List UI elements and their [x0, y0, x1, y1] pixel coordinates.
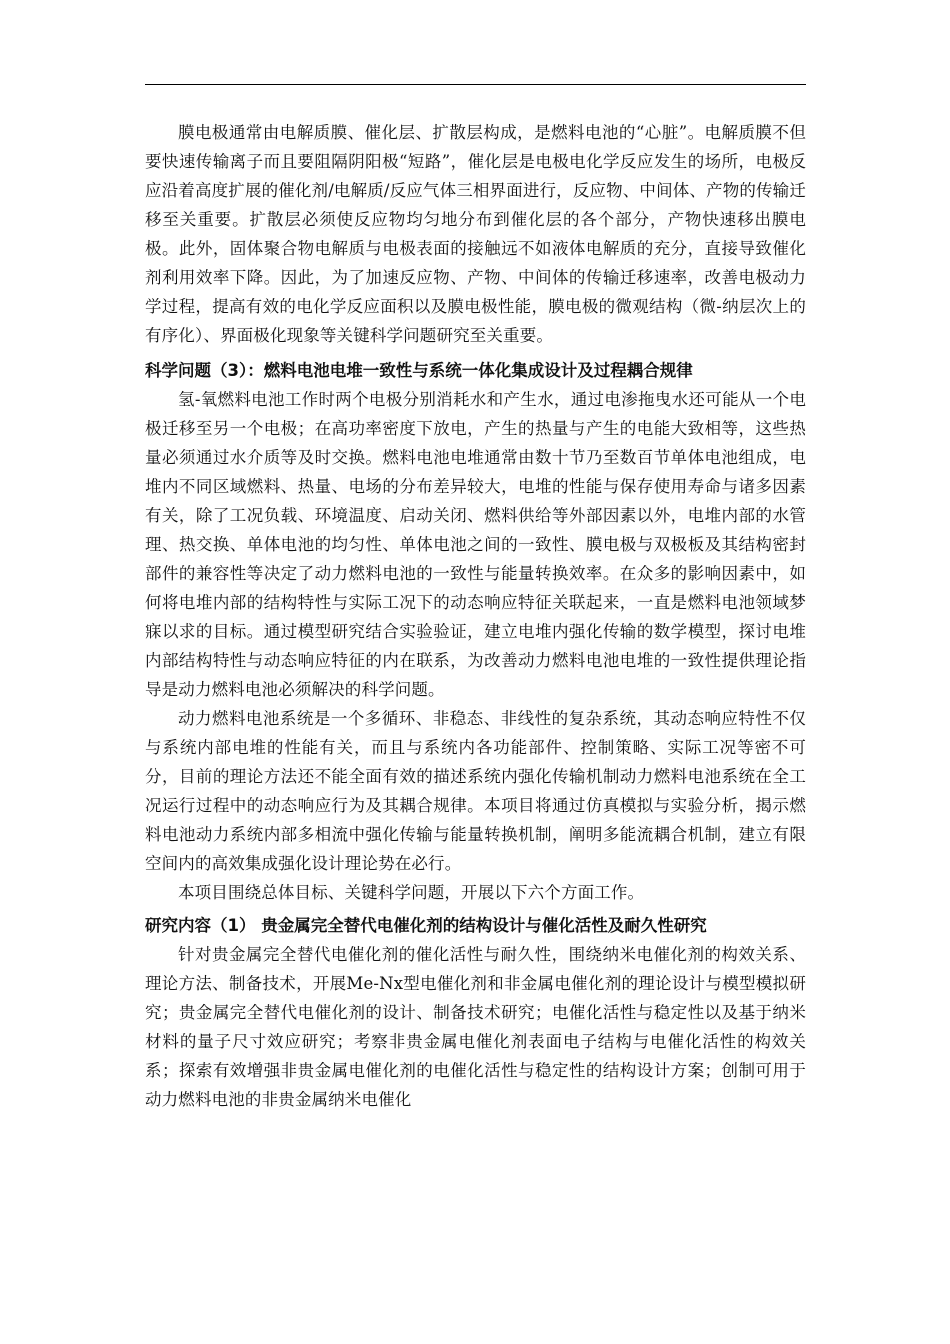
paragraph-catalyst-research: 针对贵金属完全替代电催化剂的催化活性与耐久性，围绕纳米电催化剂的构效关系、理论方法、制备技术，开展Me-Nx型电催化剂和非金属电催化剂的理论设计与模型模拟研究；贵金属完全替代电催化剂的设计、制备技术研究；电催化活性与稳定性以及基于纳米材料的量子尺寸效应研究；考察非贵金属电催化剂表面电子结构与电催化活性的构效关系；探索有效增强非贵金属电催化剂的电催化活性与稳定性的结构设计方案；创制可用于动力燃料电池的非贵金属纳米电催化 [145, 945, 806, 1109]
heading-scientific-question-3: 科学问题（3）：燃料电池电堆一致性与系统一体化集成设计及过程耦合规律 [145, 361, 693, 380]
paragraph-work-overview: 本项目围绕总体目标、关键科学问题，开展以下六个方面工作。 [178, 883, 645, 902]
paragraph-membrane-electrode: 膜电极通常由电解质膜、催化层、扩散层构成，是燃料电池的“心脏”。电解质膜不但要快速传输离子而且要阻隔阴阳极“短路”，催化层是电极电化学反应发生的场所，电极反应沿着高度扩展的催化剂/电解质/反应气体三相界面进行，反应物、中间体、产物的传输迁移至关重要。扩散层必须使反应物均匀地分布到催化层的各个部分，产物快速移出膜电极。此外，固体聚合物电解质与电极表面的接触远不如液体电解质的充分，直接导致催化剂利用效率下降。因此，为了加速反应物、产物、中间体的传输迁移速率，改善电极动力学过程，提高有效的电化学反应面积以及膜电极性能，膜电极的微观结构（微-纳层次上的有序化）、界面极化现象等关键科学问题研究至关重要。 [145, 123, 806, 345]
paragraph-stack-consistency: 氢-氧燃料电池工作时两个电极分别消耗水和产生水，通过电渗拖曳水还可能从一个电极迁移至另一个电极；在高功率密度下放电，产生的热量与产生的电能大致相等，这些热量必须通过水介质等及时交换。燃料电池电堆通常由数十节乃至数百节单体电池组成，电堆内不同区域燃料、热量、电场的分布差异较大，电堆的性能与保存使用寿命与诸多因素有关，除了工况负载、环境温度、启动关闭、燃料供给等外部因素以外，电堆内部的水管理、热交换、单体电池的均匀性、单体电池之间的一致性、膜电极与双极板及其结构密封部件的兼容性等决定了动力燃料电池的一致性与能量转换效率。在众多的影响因素中，如何将电堆内部的结构特性与实际工况下的动态响应特征关联起来，一直是燃料电池领域梦寐以求的目标。通过模型研究结合实验验证，建立电堆内强化传输的数学模型，探讨电堆内部结构特性与动态响应特征的内在联系，为改善动力燃料电池电堆的一致性提供理论指导是动力燃料电池必须解决的科学问题。 [145, 390, 806, 699]
document-body [145, 118, 806, 1114]
paragraph-system-dynamics: 动力燃料电池系统是一个多循环、非稳态、非线性的复杂系统，其动态响应特性不仅与系统内部电堆的性能有关，而且与系统内各功能部件、控制策略、实际工况等密不可分，目前的理论方法还不能全面有效的描述系统内强化传输机制动力燃料电池系统在全工况运行过程中的动态响应行为及其耦合规律。本项目将通过仿真模拟与实验分析，揭示燃料电池动力系统内部多相流中强化传输与能量转换机制，阐明多能流耦合机制，建立有限空间内的高效集成强化设计理论势在必行。 [145, 709, 806, 873]
heading-research-content-1: 研究内容（1） 贵金属完全替代电催化剂的结构设计与催化活性及耐久性研究 [145, 916, 707, 935]
header-rule [145, 84, 806, 85]
